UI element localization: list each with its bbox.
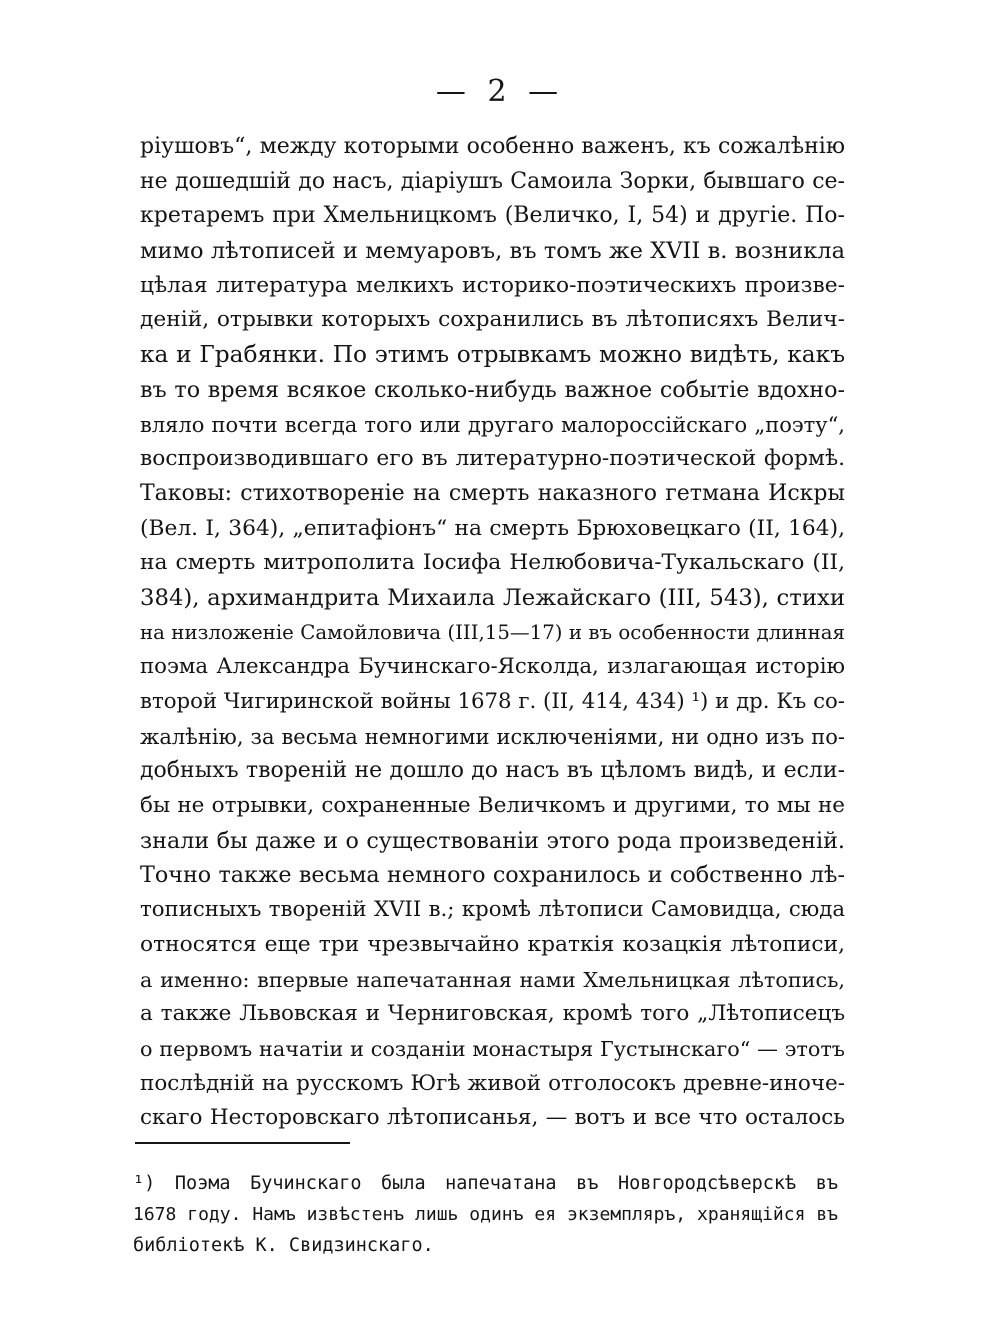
text-line: ріушовъ“, между которыми особенно важенъ, къ сожалѣнію xyxy=(140,134,845,159)
text-line: а именно: впервые напечатанная нами Хмельницкая лѣтопись, xyxy=(140,967,845,992)
text-line: жалѣнію, за весьма немногими исключеніями, ни одно изъ по- xyxy=(140,724,845,749)
page-number: — 2 — xyxy=(435,74,565,109)
text-line: кретаремъ при Хмельницкомъ (Величко, I, 54) и другіе. По- xyxy=(140,203,845,229)
text-line: бы не отрывки, сохраненные Величкомъ и другими, то мы не xyxy=(140,793,845,819)
text-line: цѣлая литература мелкихъ историко-поэтическихъ произве- xyxy=(140,272,845,298)
footnote-line: библіотекѣ К. Свидзинскаго. xyxy=(133,1235,434,1256)
text-line: 384), архимандрита Михаила Лежайскаго (III, 543), стихи xyxy=(140,584,845,611)
text-line: тописныхъ твореній XVII в.; кромѣ лѣтописи Самовидца, сюда xyxy=(140,897,845,923)
text-line: мимо лѣтописей и мемуаровъ, въ томъ же XVII в. возникла xyxy=(140,238,845,265)
text-line: ка и Грабянки. По этимъ отрывкамъ можно видѣть, какъ xyxy=(140,341,845,369)
main-text xyxy=(140,130,845,1136)
text-line: знали бы даже и о существованіи этого рода произведеній. xyxy=(140,827,845,854)
text-line: не дошедшій до насъ, діаріушъ Самоила Зорки, бывшаго се- xyxy=(140,168,845,194)
text-line: деній, отрывки которыхъ сохранились въ лѣтописяхъ Велич- xyxy=(140,307,845,333)
text-line: относятся еще три чрезвычайно краткія козацкія лѣтописи, xyxy=(140,931,845,957)
footnote-divider xyxy=(135,1142,350,1144)
text-line: воспроизводившаго его въ литературно-поэтической формѣ. xyxy=(140,446,845,472)
text-line: на смерть митрополита Іосифа Нелюбовича-Тукальскаго (II, xyxy=(140,550,845,576)
footnote-line: ¹) Поэма Бучинскаго была напечатана въ Новгородсѣверскѣ въ xyxy=(133,1173,838,1194)
text-line: на низложеніе Самойловича (III,15—17) и въ особенности длинная xyxy=(140,620,845,644)
footnote-line: 1678 году. Намъ извѣстенъ лишь одинъ ея экземпляръ, хранящійся въ xyxy=(133,1204,838,1225)
text-line: (Вел. I, 364), „епитафіонъ“ на смерть Брюховецкаго (II, 164), xyxy=(140,515,845,541)
text-line: послѣдній на русскомъ Югѣ живой отголосокъ древне-иноче- xyxy=(140,1070,845,1096)
text-line: Таковы: стихотвореніе на смерть наказного гетмана Искры xyxy=(140,480,845,506)
text-line: добныхъ твореній не дошло до насъ въ цѣломъ видѣ, и если- xyxy=(140,758,845,784)
text-line: скаго Несторовскаго лѣтописанья, — вотъ и все что осталось xyxy=(140,1105,845,1131)
text-line: вляло почти всегда того или другаго малороссійскаго „поэту“, xyxy=(140,412,845,437)
text-line: въ то время всякое сколько-нибудь важное событіе вдохно- xyxy=(140,376,845,403)
text-line: о первомъ начатіи и созданіи монастыря Густынскаго“ — этотъ xyxy=(140,1036,845,1061)
text-line: Точно также весьма немного сохранилось и собственно лѣ- xyxy=(140,862,845,889)
footnote-block xyxy=(133,1168,838,1261)
text-line: а также Львовская и Черниговская, кромѣ того „Лѣтописецъ xyxy=(140,1001,845,1027)
text-line: второй Чигиринской войны 1678 г. (II, 414, 434) ¹) и др. Къ со- xyxy=(140,689,845,714)
text-line: поэма Александра Бучинскаго-Ясколда, излагающая исторію xyxy=(140,654,845,680)
